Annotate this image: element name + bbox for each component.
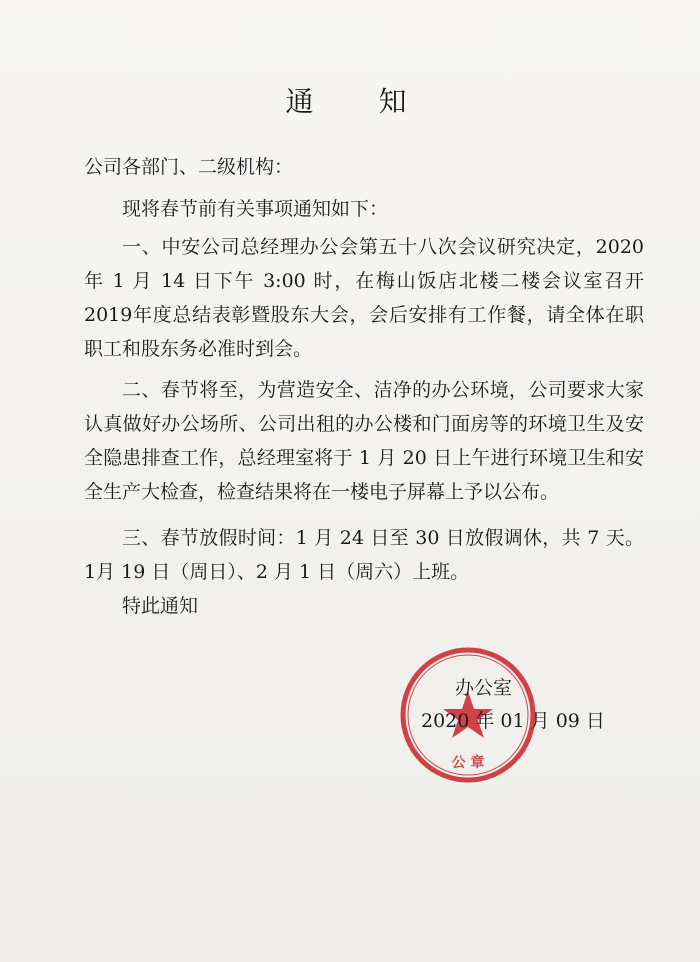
item-3-paragraph: 三、春节放假时间：1 月 24 日至 30 日放假调休，共 7 天。1月 19 日（周日）、2 月 1 日（周六）上班。 [84,527,644,583]
salutation: 公司各部门、二级机构： [84,156,294,178]
notice-title: 通 知 [285,85,435,118]
signature-date: 2020 年 01 月 09 日 [421,710,605,732]
intro-paragraph: 现将春节前有关事项通知如下： [122,198,389,220]
item-2-paragraph: 二、春节将至，为营造安全、洁净的办公环境，公司要求大家认真做好办公场所、公司出租的办公楼和门面房等的环境卫生及安全隐患排查工作，总经理室将于 1 月 20 日上午进行环境卫生和安全生产大检查，检查结果将在一楼电子屏幕上予以公布。 [84,379,644,503]
signature-office: 办公室 [455,677,513,699]
item-1-paragraph: 一、中安公司总经理办公会第五十八次会议研究决定，2020年 1 月 14 日下午 3:00 时，在梅山饭店北楼二楼会议室召开 2019年度总结表彰暨股东大会，会后安排有工作餐，请全体在职职工和股东务必准时到会。 [84,236,644,360]
svg-text:公 章: 公 章 [451,755,485,771]
closing-line: 特此通知 [122,595,199,617]
